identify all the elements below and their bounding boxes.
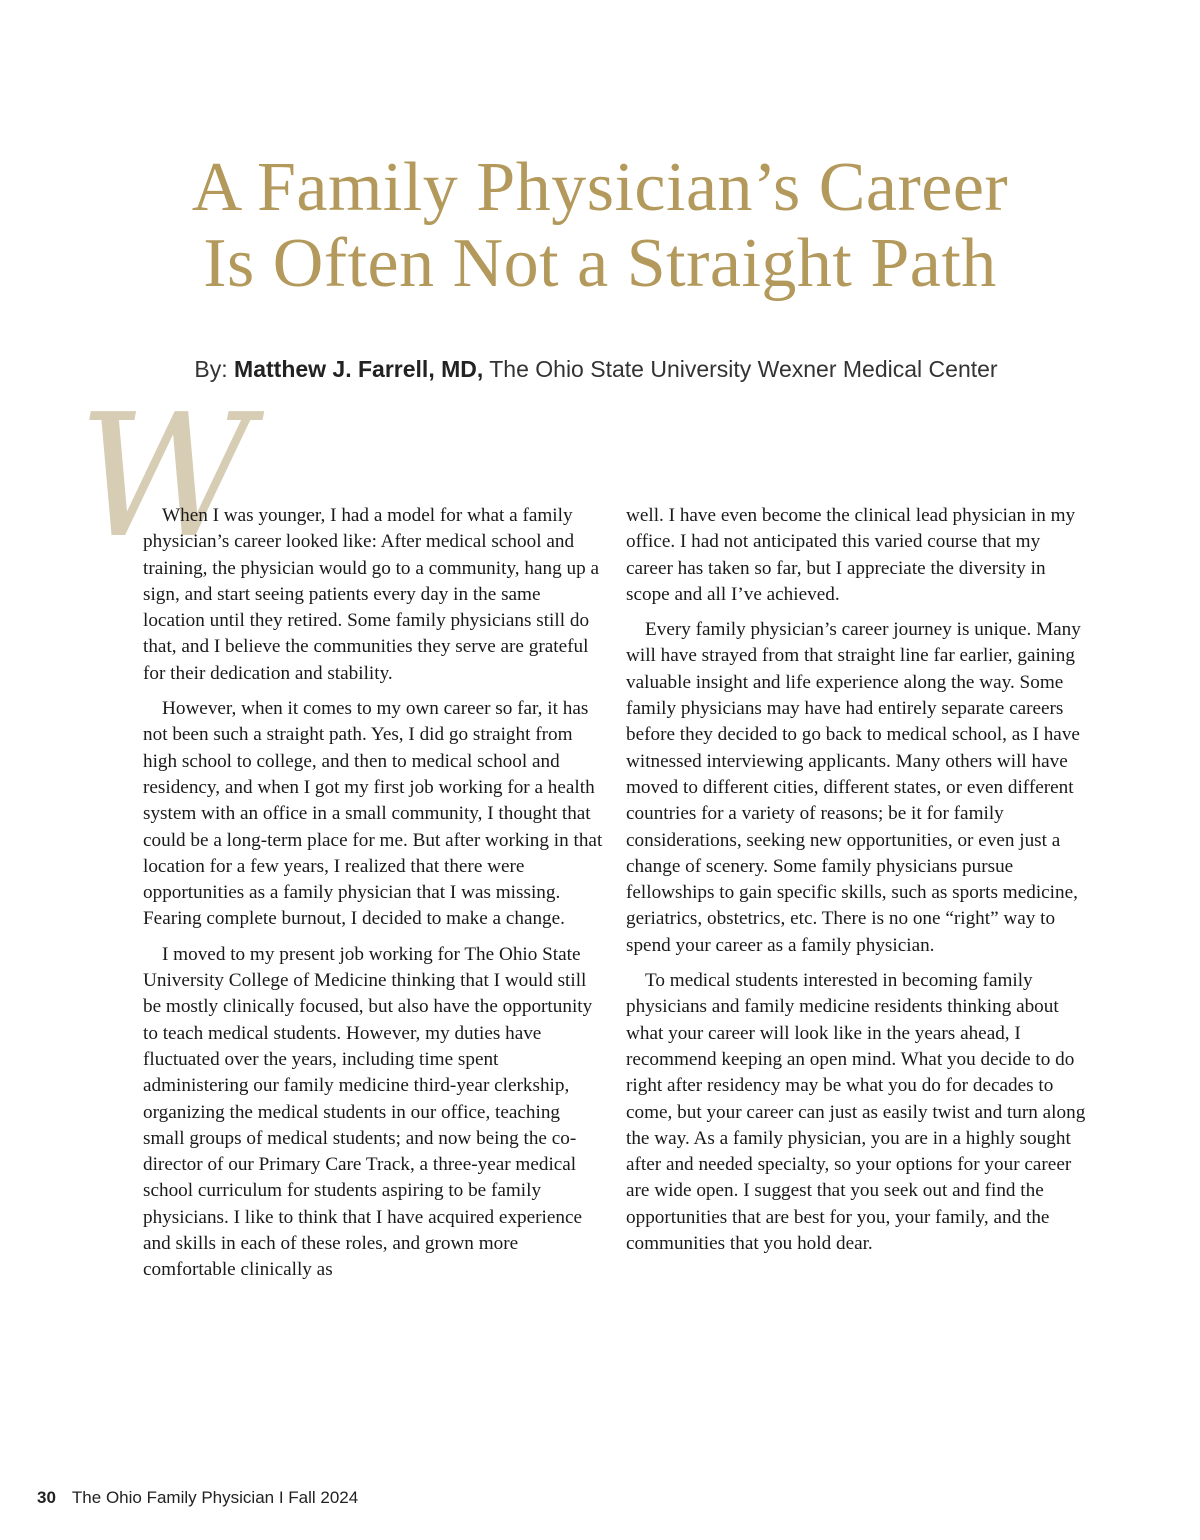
- title-line-2: Is Often Not a Straight Path: [203, 225, 997, 302]
- page-footer: [37, 1488, 358, 1508]
- paragraph: When I was younger, I had a model for what a family physician’s career looked like: After medical school and training, the physician would go to a community, hang up a sign, and start seeing patients every day in the same location until they retired. Some family physicians still do that, and I believe the communities they serve are grateful for their dedication and stability.: [143, 505, 599, 684]
- author-affiliation: The Ohio State University Wexner Medical Center: [483, 356, 998, 382]
- left-column: [143, 503, 603, 1293]
- page-number: 30: [37, 1488, 56, 1507]
- title-line-1: A Family Physician’s Career: [191, 149, 1009, 226]
- drop-cap: W: [78, 378, 253, 576]
- byline-prefix: By:: [194, 356, 235, 382]
- article-title: [0, 150, 1200, 302]
- author-name: Matthew J. Farrell, MD,: [234, 356, 484, 382]
- paragraph: Every family physician’s career journey is unique. Many will have strayed from that straight line far earlier, gaining valuable insight and life experience along the way. Some family physicians may have had entirely separate careers before they decided to go back to medical school, as I have witnessed interviewing applicants. Many others will have moved to different cities, different states, or even different countries for a variety of reasons; be it for family considerations, seeking new opportunities, or even just a change of scenery. Some family physicians pursue fellowships to gain specific skills, such as sports medicine, geriatrics, obstetrics, etc. There is no one “right” way to spend your career as a family physician.: [626, 619, 1081, 956]
- right-column: [626, 503, 1088, 1266]
- paragraph: However, when it comes to my own career so far, it has not been such a straight path. Yes, I did go straight from high school to college, and then to medical school and residency, and when I got my first job working for a health system with an office in a small community, I thought that could be a long-term place for me. But after working in that location for a few years, I realized that there were opportunities as a family physician that I was missing. Fearing complete burnout, I decided to make a change.: [143, 698, 603, 930]
- publication-name: The Ohio Family Physician I Fall 2024: [71, 1488, 359, 1507]
- paragraph: well. I have even become the clinical lead physician in my office. I had not anticipated this varied course that my career has taken so far, but I appreciate the diversity in scope and all I’ve achieved.: [626, 505, 1076, 605]
- paragraph: I moved to my present job working for The Ohio State University College of Medicine thinking that I would still be mostly clinically focused, but also have the opportunity to teach medical students. However, my duties have fluctuated over the years, including time spent administering our family medicine third-year clerkship, organizing the medical students in our office, teaching small groups of medical students; and now being the co-director of our Primary Care Track, a three-year medical school curriculum for students aspiring to be family physicians. I like to think that I have acquired experience and skills in each of these roles, and grown more comfortable clinically as: [143, 943, 593, 1281]
- paragraph: To medical students interested in becoming family physicians and family medicine residents thinking about what your career will look like in the years ahead, I recommend keeping an open mind. What you decide to do right after residency may be what you do for decades to come, but your career can just as easily twist and turn along the way. As a family physician, you are in a highly sought after and needed specialty, so your options for your career are wide open. I suggest that you seek out and find the opportunities that are best for you, your family, and the communities that you hold dear.: [626, 970, 1086, 1255]
